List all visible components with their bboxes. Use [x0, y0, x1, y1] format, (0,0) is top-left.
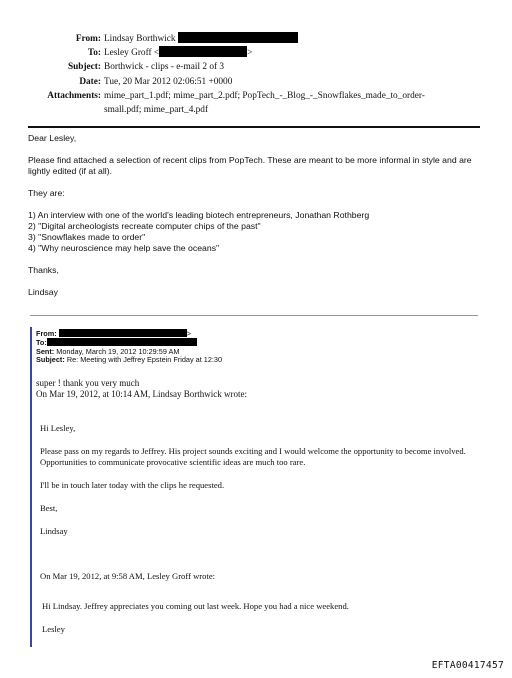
quote1-paragraph: Please pass on my regards to Jeffrey. His project sounds exciting and I would welcome the opportunity to become involved. Opportunities to communicate provocative scientific ideas are much too rare. [40, 446, 466, 467]
header-attachments-row-2 [0, 103, 512, 117]
date-label: Date: [79, 76, 101, 87]
list-item: 3) "Snowflakes made to order" [28, 232, 146, 242]
to-value [104, 46, 252, 60]
from-name: Lindsay Borthwick [104, 34, 176, 44]
list-item: 1) An interview with one of the world's leading biotech entrepreneurs, Jonathan Rothberg [28, 210, 370, 220]
list-item: 2) "Digital archeologists recreate computer chips of the past" [28, 221, 261, 231]
quote2-header: On Mar 19, 2012, at 9:58 AM, Lesley Groff wrote: [40, 571, 216, 581]
date-value: Tue, 20 Mar 2012 02:06:51 +0000 [104, 76, 233, 87]
subject-value: Borthwick - clips - e-mail 2 of 3 [104, 62, 225, 73]
to-label: To: [87, 48, 101, 59]
fwd-sent-label: Sent: [36, 346, 55, 356]
to-name: Lesley Groff < [104, 48, 160, 59]
to-suffix: > [247, 48, 253, 59]
message-body [28, 133, 484, 298]
header-divider [28, 126, 480, 128]
reply-line: super ! thank you very much [36, 378, 140, 388]
fwd-from-suffix: > [186, 329, 191, 338]
quote1-closing: Best, [40, 503, 58, 513]
redaction-bar [178, 32, 298, 43]
thanks-line: Thanks, [28, 265, 59, 275]
from-label: From: [75, 34, 101, 44]
reply-attribution: On Mar 19, 2012, at 10:14 AM, Lindsay Borthwick wrote: [36, 389, 247, 399]
header-date-row [0, 75, 512, 89]
attachments-line-1: mime_part_1.pdf; mime_part_2.pdf; PopTech_-_Blog_-_Snowflakes_made_to_order- [104, 90, 425, 101]
fwd-from-label: From: [36, 329, 57, 338]
list-item: 4) "Why neuroscience may help save the oceans" [28, 243, 220, 253]
from-value [104, 32, 298, 46]
quote1-name: Lindsay [40, 526, 68, 536]
redaction-bar [47, 338, 197, 346]
redaction-bar [159, 46, 247, 57]
header-subject-row [0, 60, 512, 74]
quote1-greeting: Hi Lesley, [40, 423, 76, 433]
fwd-subject-label: Subject: [36, 355, 65, 365]
quote1-line: I'll be in touch later today with the clips he requested. [40, 480, 225, 490]
quoted-message-1 [40, 423, 470, 537]
header-to-row [0, 46, 512, 60]
quote2-paragraph: Hi Lindsay. Jeffrey appreciates you coming out last week. Hope you had a nice weekend. [42, 601, 349, 611]
email-header [0, 32, 512, 117]
fwd-subject-value: Re: Meeting with Jeffrey Epstein Friday at 12:30 [66, 355, 223, 365]
reply-text [36, 378, 476, 400]
header-attachments-row [0, 89, 512, 103]
greeting: Dear Lesley, [28, 133, 77, 143]
subject-label: Subject: [67, 62, 101, 73]
fwd-from-row [36, 329, 476, 338]
attachments-label: Attachments: [47, 90, 101, 101]
quoted-divider [30, 315, 478, 316]
quote2-name: Lesley [42, 624, 65, 634]
fwd-sent-value: Monday, March 19, 2012 10:29:59 AM [56, 346, 180, 356]
header-from-row [0, 32, 512, 46]
fwd-subject-row [36, 356, 476, 364]
quoted-message-2 [40, 571, 470, 582]
signature: Lindsay [28, 287, 58, 297]
document-id: EFTA00417457 [431, 660, 504, 671]
intro-paragraph: Please find attached a selection of recent clips from PopTech. These are meant to be more informal in style and are lightly edited (if at all). [28, 155, 472, 176]
quote-bar [30, 327, 32, 647]
quoted-message-2-body [42, 601, 472, 635]
redaction-bar [59, 329, 187, 337]
forwarded-header [36, 329, 476, 365]
fwd-to-label: To: [36, 338, 47, 348]
attachments-line-2: small.pdf; mime_part_4.pdf [104, 104, 209, 115]
list-intro: They are: [28, 188, 65, 198]
